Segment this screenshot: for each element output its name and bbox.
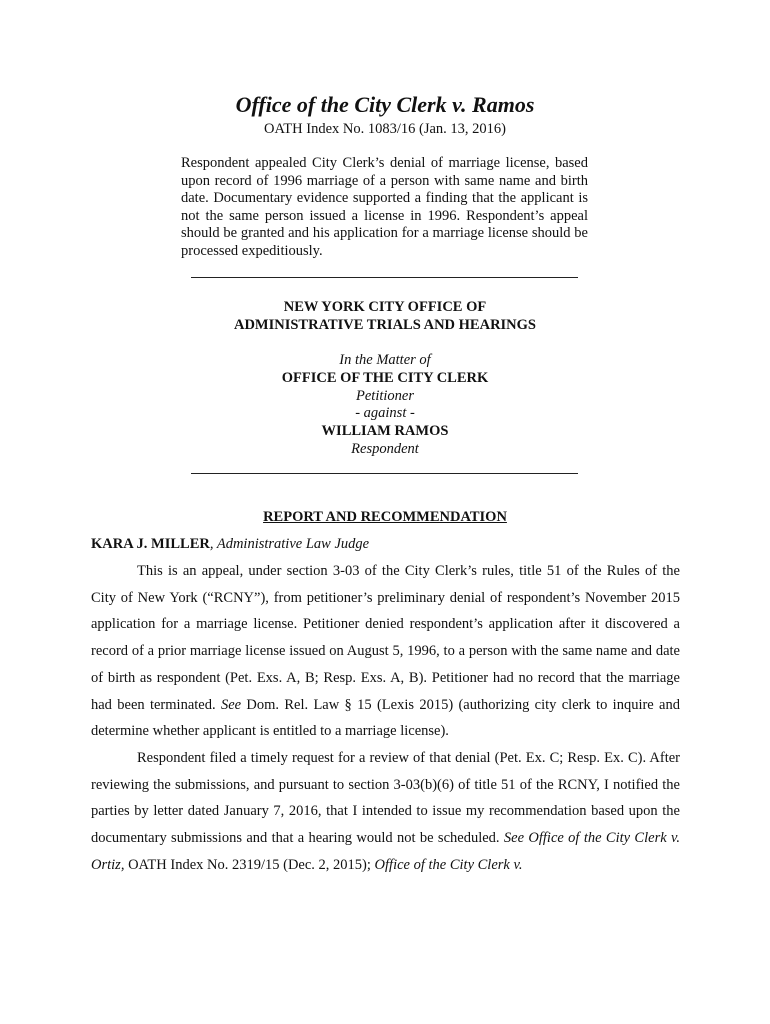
judge-name: KARA J. MILLER: [91, 536, 210, 552]
body-paragraph-2: [91, 745, 680, 879]
body-paragraph-2-citation-2: Office of the City Clerk v.: [374, 856, 523, 873]
body-paragraph-1-text-a: This is an appeal, under section 3-03 of the City Clerk’s rules, title 51 of the Rules of the City of New York (“RCNY”), from petitioner’s preliminary denial of respondent’s November 2015 application for a marriage license. Petitioner denied respondent’s application after it discovered a record of a prior marriage license issued on August 5, 1996, to a person with the same name and date of birth as respondent (Pet. Exs. A, B; Resp. Exs. A, B). Petitioner had no record that the marriage had been terminated.: [91, 563, 680, 713]
agency-name-line1: NEW YORK CITY OFFICE OF: [283, 299, 487, 315]
petitioner-role: Petitioner: [356, 388, 414, 404]
oath-index-line: OATH Index No. 1083/16 (Jan. 13, 2016): [263, 121, 507, 137]
body-paragraph-1-see: See: [220, 696, 242, 713]
body-paragraph-1: [91, 558, 680, 745]
agency-name-line2: ADMINISTRATIVE TRIALS AND HEARINGS: [233, 317, 536, 333]
body-paragraph-2-text-a: Respondent filed a timely request for a review of that denial (Pet. Ex. C; Resp. Ex. C). After reviewing the submissions, and pursuant to section 3-03(b)(6) of title 51 of the RCNY, I notified the parties by letter dated January 7, 2016, that I intended to issue my recommendation based upon the documentary submissions and that a hearing would not be scheduled.: [91, 749, 680, 847]
petitioner-name: OFFICE OF THE CITY CLERK: [281, 370, 489, 386]
bottom-divider: [191, 473, 578, 474]
report-body: [91, 558, 680, 878]
body-paragraph-2-citation-1: See Office of the City Clerk v. Ortiz,: [91, 830, 680, 873]
body-paragraph-1-text-b: Dom. Rel. Law § 15 (Lexis 2015) (authorizing city clerk to inquire and determine whether applicant is entitled to a marriage license).: [91, 696, 680, 740]
in-the-matter-of: In the Matter of: [339, 352, 431, 368]
report-heading: REPORT AND RECOMMENDATION: [263, 509, 507, 525]
respondent-role: Respondent: [351, 441, 419, 457]
body-paragraph-2-text-b: OATH Index No. 2319/15 (Dec. 2, 2015);: [124, 856, 375, 873]
judge-title: , Administrative Law Judge: [209, 536, 370, 552]
respondent-name: WILLIAM RAMOS: [321, 423, 449, 439]
top-divider: [191, 277, 578, 278]
against-line: - against -: [355, 405, 415, 421]
case-title: Office of the City Clerk v. Ramos: [235, 92, 535, 117]
case-summary: Respondent appealed City Clerk’s denial of marriage license, based upon record of 1996 marriage of a person with same name and birth date. Documentary evidence supported a finding that the applicant is not the same person issued a license in 1996. Respondent’s appeal should be granted and his application for a marriage license should be processed expeditiously.: [181, 155, 588, 259]
judge-line: [91, 536, 369, 553]
